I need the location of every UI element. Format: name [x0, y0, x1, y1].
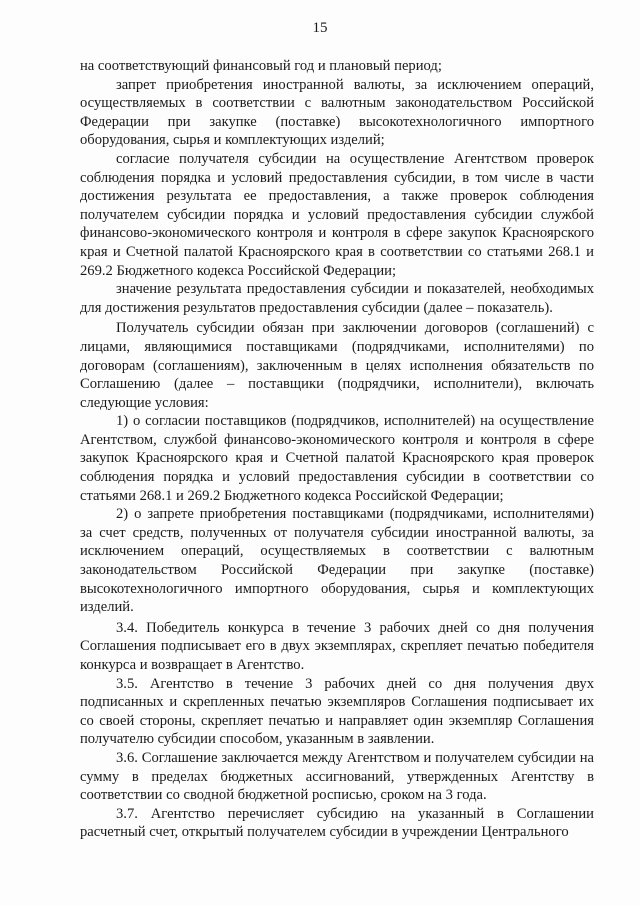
paragraph-condition-2: 2) о запрете приобретения поставщиками (подрядчиками, исполнителями) за счет средств, полученных от получателя субсидии иностранной валюты, за исключением операций, осуществляемых в соответствии с валютным законодательством Российской Федерации при закупке (поставке) высокотехнологичного импортного оборудования, сырья и комплектующих изделий. [80, 506, 594, 616]
paragraph-currency-ban: запрет приобретения иностранной валюты, за исключением операций, осуществляемых в соответствии с валютным законодательством Российской Федерации при закупке (поставке) высокотехнологичного импортного оборудования, сырья и комплектующих изделий; [80, 76, 594, 149]
paragraph-clause-3-5: 3.5. Агентство в течение 3 рабочих дней со дня получения двух подписанных и скрепленных печатью экземпляров Соглашения подписывает их со своей стороны, скрепляет печатью и направляет один экземпляр Соглашения получателю субсидии способом, указанным в заявлении. [80, 675, 594, 748]
paragraph-supplier-conditions: Получатель субсидии обязан при заключении договоров (соглашений) с лицами, являющимися поставщиками (подрядчиками, исполнителями) по договорам (соглашениям), заключенным в целях исполнения обязательств по Соглашению (далее – поставщики (подрядчики, исполнители), включать следующие условия: [80, 320, 594, 411]
paragraph-clause-3-4: 3.4. Победитель конкурса в течение 3 рабочих дней со дня получения Соглашения подписывает его в двух экземплярах, скрепляет печатью победителя конкурса и возвращает в Агентство. [80, 619, 594, 673]
paragraph-clause-3-6: 3.6. Соглашение заключается между Агентством и получателем субсидии на сумму в пределах бюджетных ассигнований, утвержденных Агентству в соответствии со сводной бюджетной росписью, сроком на 3 года. [80, 749, 594, 804]
page-number: 15 [312, 20, 328, 36]
document-body [80, 57, 594, 842]
paragraph-audit-consent: согласие получателя субсидии на осуществление Агентством проверок соблюдения порядка и условий предоставления субсидии, в том числе в части достижения результата ее предоставления, а также проверок соблюдения получателем субсидии порядка и условий предоставления субсидии службой финансово-экономического контроля и контроля в сфере закупок Красноярского края и Счетной палатой Красноярского края в соответствии со статьями 268.1 и 269.2 Бюджетного кодекса Российской Федерации; [80, 150, 594, 279]
paragraph-continuation: на соответствующий финансовый год и плановый период; [80, 58, 442, 74]
paragraph-clause-3-7: 3.7. Агентство перечисляет субсидию на указанный в Соглашении расчетный счет, открытый получателем субсидии в учреждении Центрального [80, 805, 594, 841]
paragraph-condition-1: 1) о согласии поставщиков (подрядчиков, исполнителей) на осуществление Агентством, службой финансово-экономического контроля и контроля в сфере закупок Красноярского края и Счетной палатой Красноярского края проверок соблюдения порядка и условий предоставления субсидии в соответствии со статьями 268.1 и 269.2 Бюджетного кодекса Российской Федерации; [80, 413, 594, 504]
paragraph-result-value: значение результата предоставления субсидии и показателей, необходимых для достижения результатов предоставления субсидии (далее – показатель). [80, 281, 594, 316]
